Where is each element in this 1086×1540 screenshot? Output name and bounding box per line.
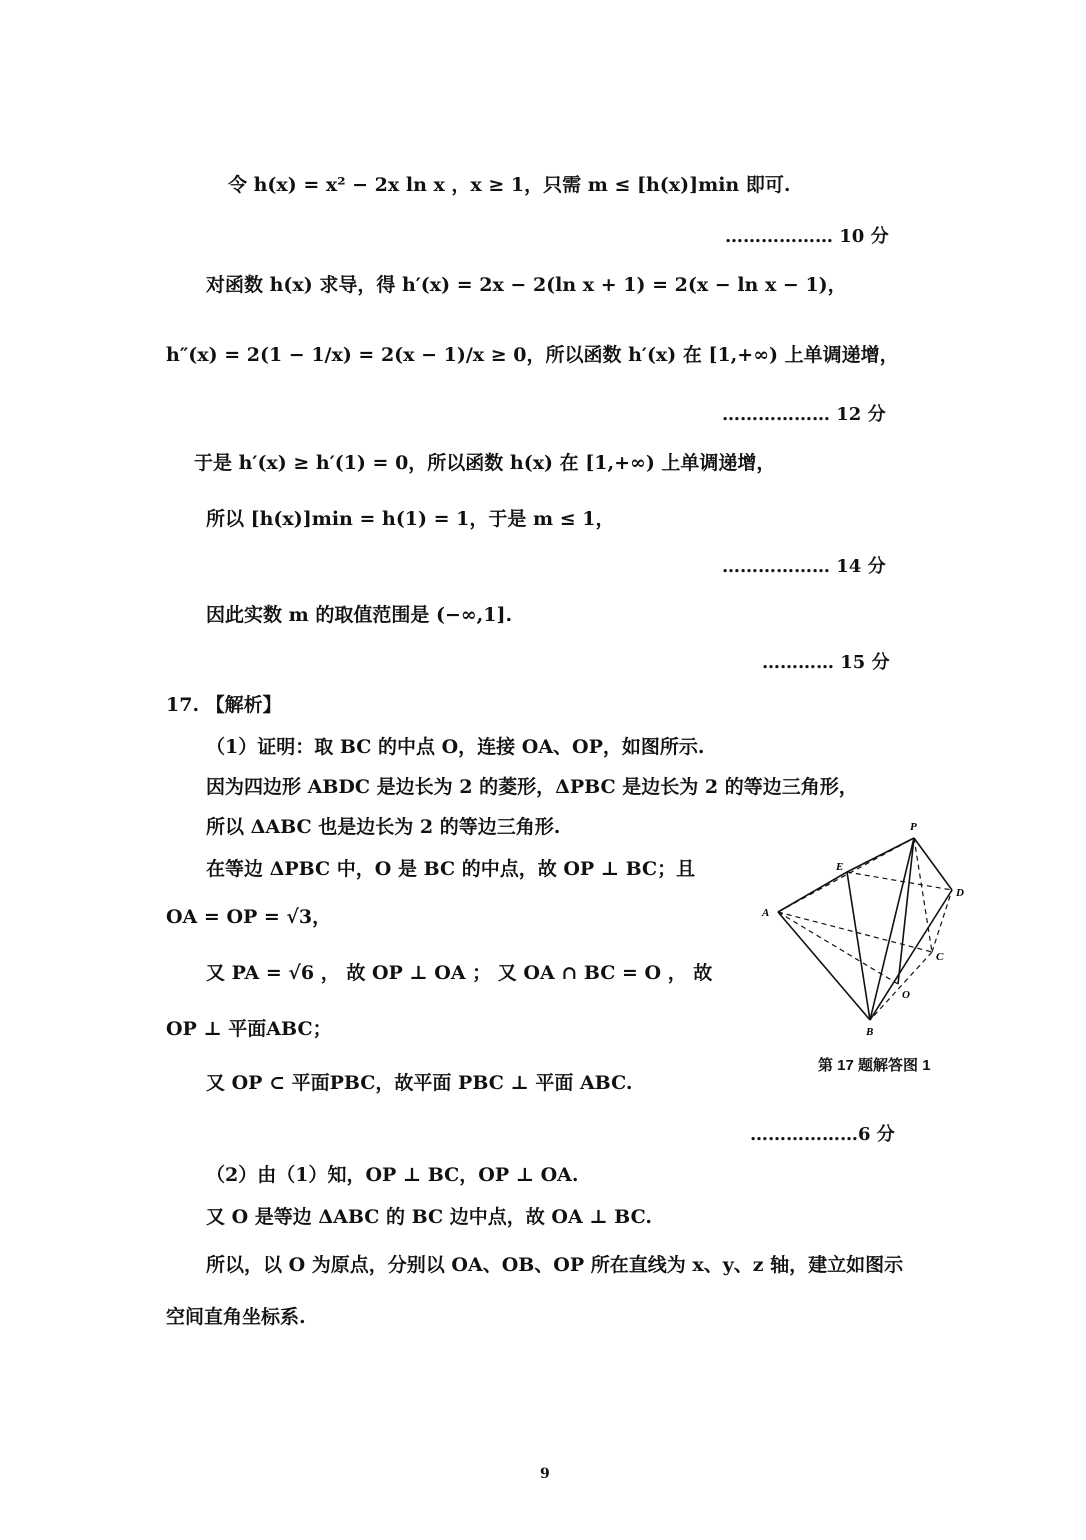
edge-ED [847,872,952,890]
part2-line-4: 空间直角坐标系. [166,1306,306,1328]
line-range: 因此实数 m 的取值范围是 (−∞,1]. [206,604,513,626]
part2-line-2: 又 O 是等边 ΔABC 的 BC 边中点，故 OA ⊥ BC. [206,1206,652,1228]
proof-line-1: （1）证明：取 BC 的中点 O，连接 OA、OP，如图所示. [206,736,705,758]
line-h-def: 令 h(x) = x² − 2x ln x ，x ≥ 1，只需 m ≤ [h(x)]min 即可. [228,174,791,196]
proof-line-6: 又 PA = √6 ， 故 OP ⊥ OA ； 又 OA ∩ BC = O ， 故 [206,962,713,984]
edge-EP [847,838,914,872]
score-14: ……………… 14 分 [722,556,886,577]
proof-line-4: 在等边 ΔPBC 中，O 是 BC 的中点，故 OP ⊥ BC；且 [206,858,696,880]
proof-line-8: 又 OP ⊂ 平面PBC，故平面 PBC ⊥ 平面 ABC. [206,1072,633,1094]
line-increasing: 于是 h′(x) ≥ h′(1) = 0，所以函数 h(x) 在 [1,+∞) 上单调递增， [194,452,776,474]
score-12: ……………… 12 分 [722,404,886,425]
vertex-label-D: D [956,887,964,899]
edge-AO [778,912,898,984]
vertex-label-A: A [762,907,770,919]
score-15: ………… 15 分 [762,652,890,673]
vertex-label-E: E [836,861,844,873]
line-second-derivative: h″(x) = 2(1 − 1/x) = 2(x − 1)/x ≥ 0，所以函数 h′(x) 在 [1,+∞) 上单调递增， [166,344,899,366]
vertex-label-P: P [910,821,917,833]
line-min-value: 所以 [h(x)]min = h(1) = 1，于是 m ≤ 1， [206,508,615,530]
line-derivative: 对函数 h(x) 求导，得 h′(x) = 2x − 2(ln x + 1) = 2(x − ln x − 1)， [206,274,847,296]
proof-line-7: OP ⊥ 平面ABC； [166,1018,332,1040]
pyramid-figure [752,812,972,1042]
part2-line-3: 所以，以 O 为原点，分别以 OA、OB、OP 所在直线为 x、y、z 轴，建立如图示 [206,1254,904,1276]
proof-line-3: 所以 ΔABC 也是边长为 2 的等边三角形. [206,816,561,838]
proof-line-2: 因为四边形 ABDC 是边长为 2 的菱形，ΔPBC 是边长为 2 的等边三角形， [206,776,858,798]
score-10: ……………… 10 分 [725,226,889,247]
proof-line-5: OA = OP = √3， [166,906,332,928]
part2-line-1: （2）由（1）知，OP ⊥ BC，OP ⊥ OA. [206,1164,579,1186]
figure-caption: 第 17 题解答图 1 [818,1057,931,1074]
page-number: 9 [540,1466,550,1482]
edge-AC [778,912,932,952]
edge-CD [932,890,952,952]
score-6: ………………6 分 [750,1124,895,1145]
vertex-label-O: O [902,989,910,1001]
question-17-heading: 17. 【解析】 [166,694,282,716]
edge-PD [914,838,952,890]
vertex-label-B: B [866,1026,874,1038]
vertex-label-C: C [936,951,944,963]
